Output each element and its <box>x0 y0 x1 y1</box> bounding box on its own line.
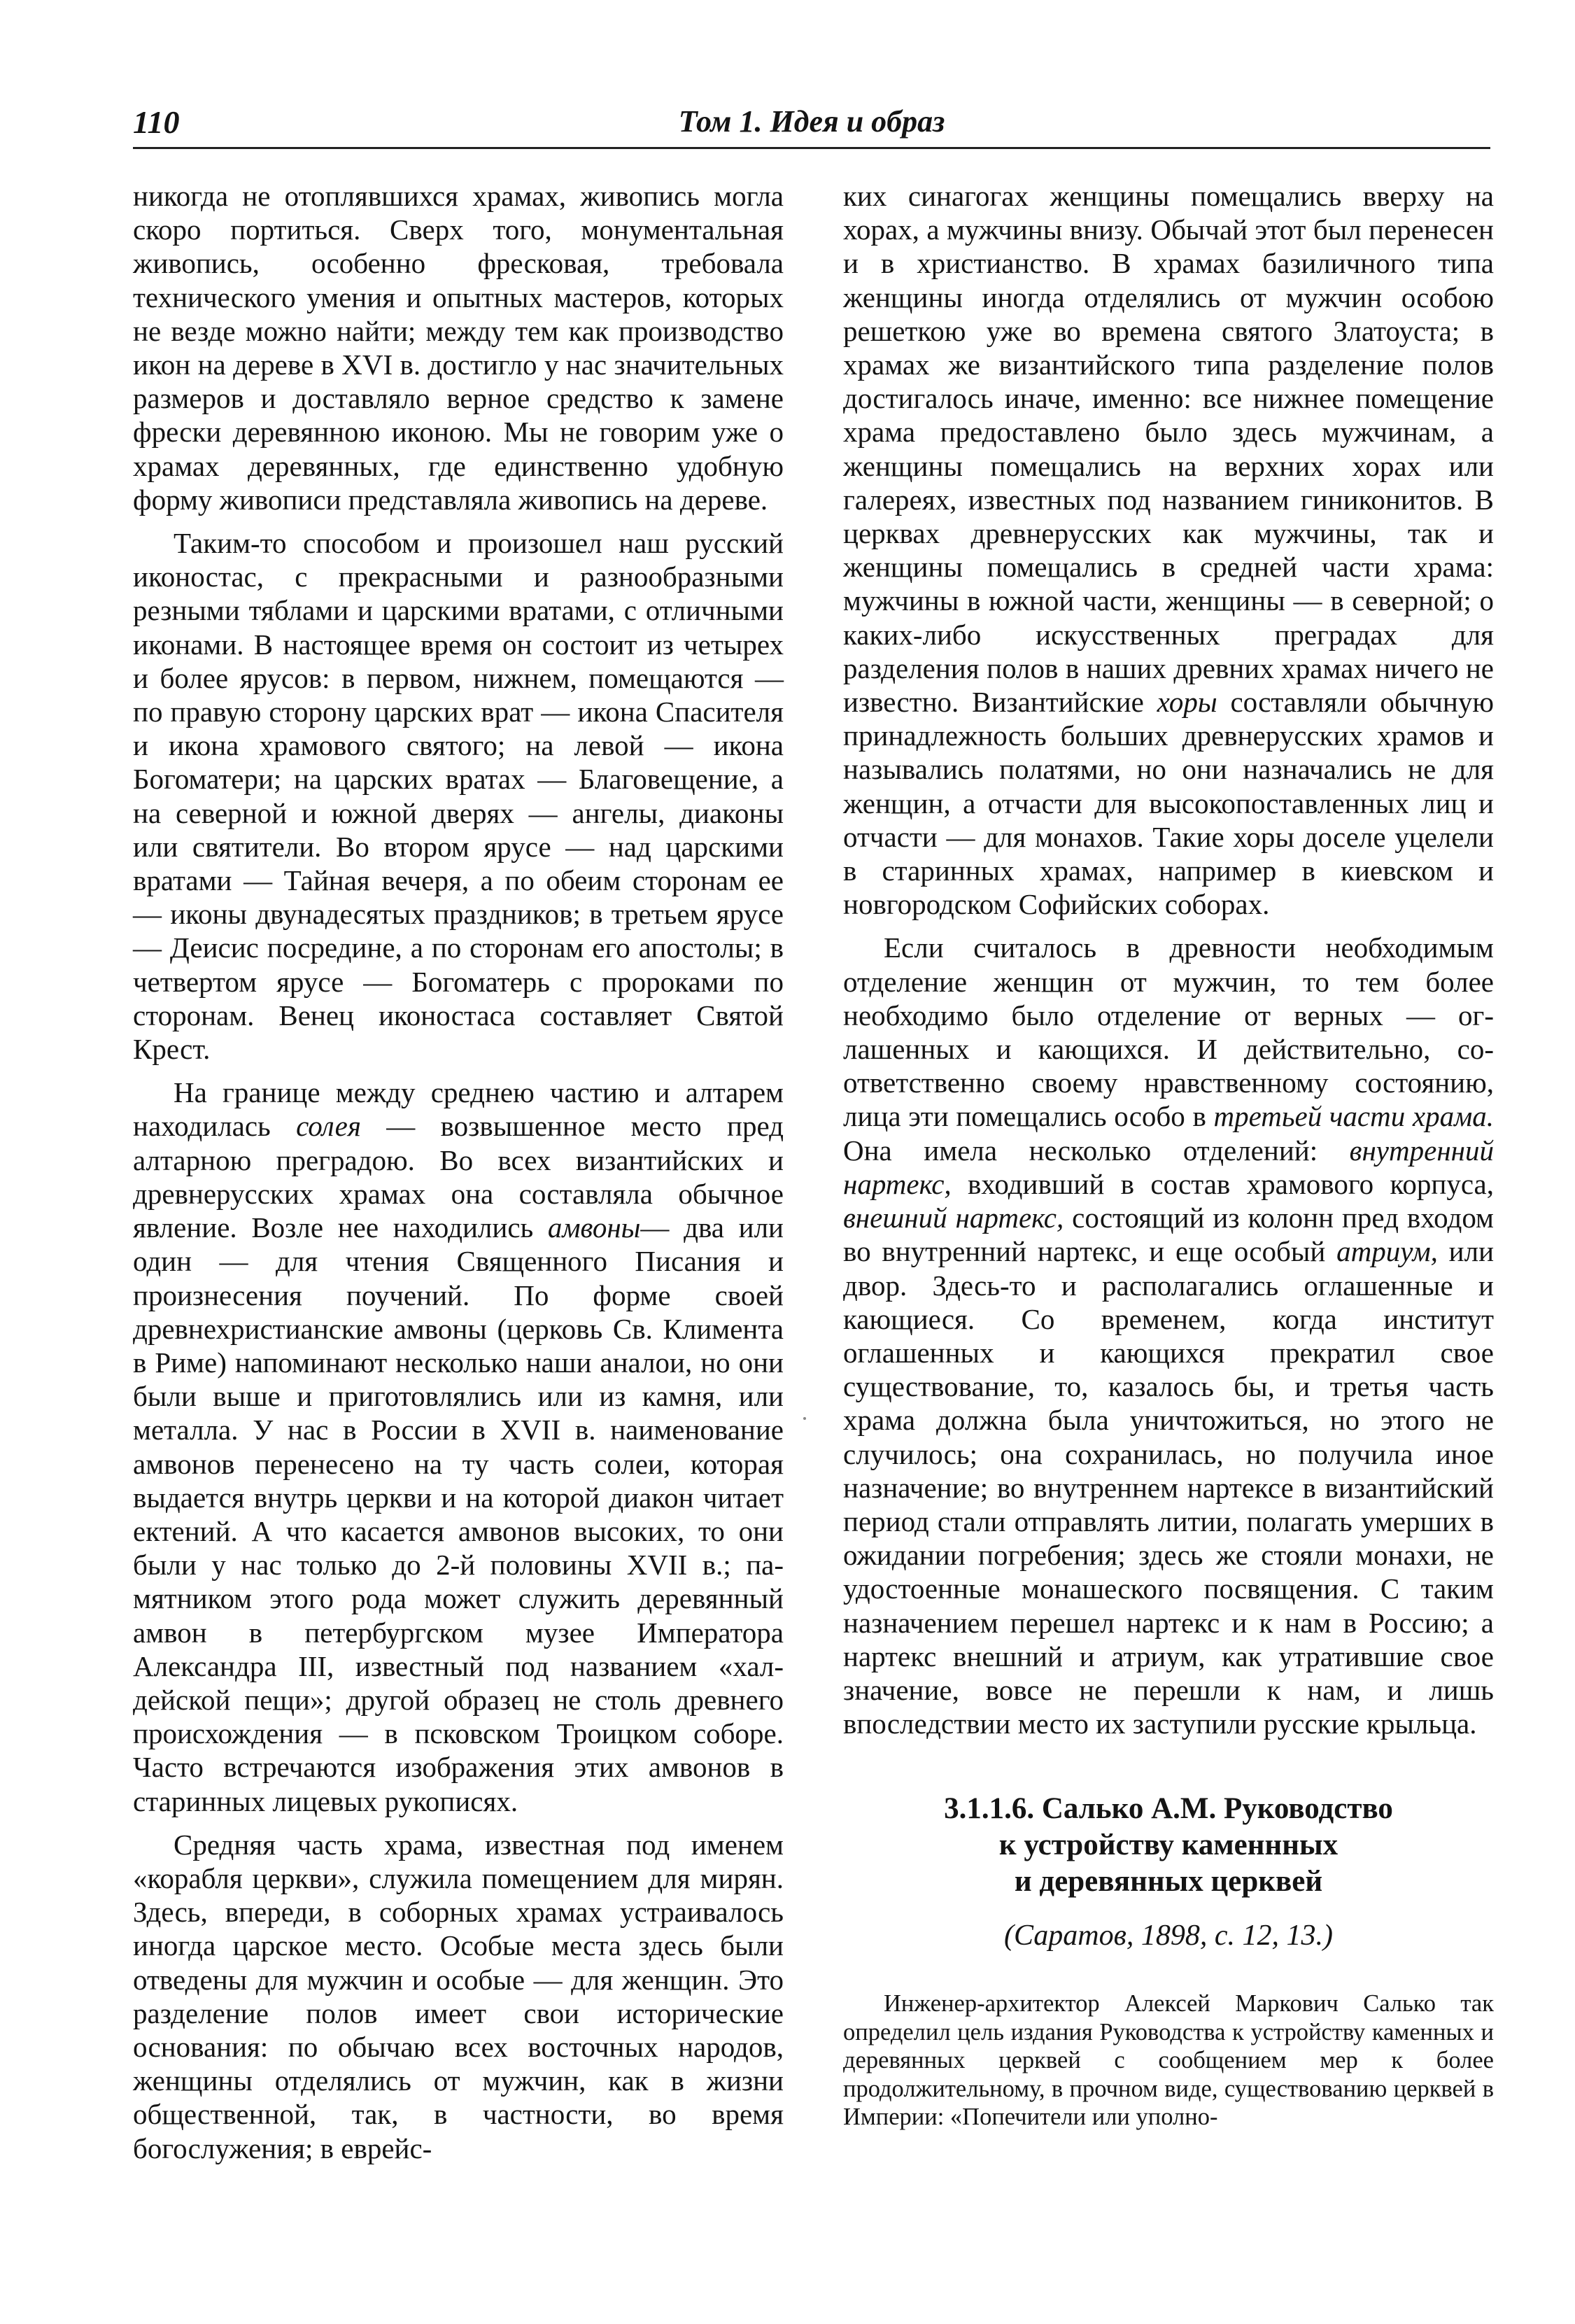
section-heading <box>843 1791 1494 1900</box>
paragraph: никогда не отоплявшихся храмах, живопись могла скоро портиться. Сверх того, монументальная живопись, особенно фресковая, требовала технического умения и опытных мастеров, которых не везде можно найти; между тем как производство икон на дереве в XVI в. достигло у нас значительных размеров и доставляло верное средство к замене фрески деревянною иконою. Мы не говорим уже о храмах деревянных, где единственно удобную форму живописи представляла живопись на дереве. <box>133 180 784 516</box>
intro-note: Инженер-архитектор Алексей Маркович Салько так определил цель издания Руководства к устройству каменных и деревянных церквей с сообщением мер к более продолжительному, в прочном виде, существованию церквей в Империи: «Попечители или уполно- <box>843 1990 1494 2131</box>
italic-term: солея <box>296 1110 361 1143</box>
text-run: входивший в состав храмового корпуса, <box>951 1167 1494 1200</box>
text-run: На границе между среднею частию и алтарем находилась <box>133 1076 784 1143</box>
italic-term: внутренний нартекс, <box>843 1134 1494 1200</box>
section-heading-line: 3.1.1.6. Салько А.М. Руководство <box>944 1792 1393 1826</box>
paragraph <box>843 931 1494 1740</box>
text-run: Она имела несколько отделений: <box>843 1134 1350 1167</box>
text-run: Если считалось в древности необходимым отделение женщин от мужчин, то тем более необходимо было отделение от верных — оглашенных и кающихся. И действительно, соответственно своему нравственному состоянию, лица эти помещались особо в <box>843 931 1494 1133</box>
scan-speck <box>803 1417 806 1420</box>
paragraph: Средняя часть храма, известная под именем «корабля церкви», служила помещением для мирян. Здесь, впереди, в соборных храмах устраивалось иногда царское место. Особые места здесь были отведены для мужчин и особые — для женщин. Это разделение полов имеет свои исторические основания: по обычаю всех восточных народов, женщины отделялись от мужчин, как в жизни общественной, так, в частности, во время богослужения; в еврейс- <box>133 1828 784 2164</box>
paragraph: Таким-то способом и произошел наш русский иконостас, с прекрасными и разнообразными резными тяблами и царскими вратами, с отличными иконами. В настоящее время он состоит из четырех и более ярусов: в первом, нижнем, помещаются — по правую сторону царских врат — икона Спасителя и икона храмового святого; на левой — икона Богоматери; на царских вратах — Благовещение, а на северной и южной дверях — ангелы, диаконы или святители. Во втором ярусе — над царскими вратами — Тайная вечеря, а по обеим сторонам ее — иконы двунадесятых праздников; в третьем ярусе — Деисис посредине, а по сторонам его апостолы; в четвертом ярусе — Богоматерь с пророками по сторонам. Венец иконостаса составляет Святой Крест. <box>133 527 784 1066</box>
italic-term: амвоны <box>547 1211 641 1244</box>
left-column <box>133 179 784 2175</box>
italic-term: внешний нартекс, <box>843 1202 1064 1234</box>
right-column <box>843 179 1494 2132</box>
text-run: состоящий из колонн пред входом во внутренний нартекс, и еще особый <box>843 1202 1495 1268</box>
source-citation: (Саратов, 1898, с. 12, 13.) <box>1004 1920 1333 1952</box>
paragraph <box>843 179 1494 921</box>
text-run: — возвышенное место пред алтарною преградою. Во всех византийских и древнерусских храмах она составляла обычное явление. Возле нее находились <box>133 1110 784 1244</box>
running-title: Том 1. Идея и образ <box>678 104 945 139</box>
page-header <box>133 98 1490 149</box>
italic-term: атриум, <box>1336 1235 1438 1268</box>
section-heading-line: и деревянных церквей <box>1014 1865 1323 1899</box>
text-run: составляли обычную принадлежность больших древнерусских храмов и назывались полатями, но они назначались не для женщин, а отчасти для высокопоставленных лиц и отчасти — для монахов. Такие хоры доселе уцелели в старинных храмах, например в киевском и новгородском Софийских соборах. <box>843 686 1494 921</box>
page-number: 110 <box>133 104 180 140</box>
text-run: — два или один — для чтения Священного Писания и произнесения поучений. По форме своей древнехристианские амвоны (церковь Св. Климента в Риме) напоминают несколько наши аналои, но они были выше и приготовлялись или из камня, или металла. У нас в России в XVII в. наименование амвонов перенесено на ту часть солеи, которая выдается внутрь церкви и на которой диакон читает ектений. А что касается амвонов высоких, то они были у нас только до 2-й половины XVII в.; памятником этого рода может служить деревянный амвон в петербургском музее Императора Александра III, известный под названием «халдейской пещи»; другой образец не столь древнего происхождения — в псковском Троицком соборе. Часто встречаются изображения этих амвонов в старинных лицевых рукописях. <box>133 1211 784 1817</box>
text-run: или двор. Здесь-то и располагались оглашенные и кающиеся. Со временем, когда институт оглашенных и кающихся прекратил свое существование, то, казалось бы, и третья часть храма должна была уничтожиться, но этого не случилось; она сохранилась, но получила иное назначение; во внутреннем нартексе в византийский период стали отправлять литии, полагать умерших в ожидании погребения; здесь же стояли монахи, не удостоенные монашеского посвящения. С таким назначением перешел нартекс и к нам в Россию; а нартекс внешний и атриум, как утратившие свое значение, вовсе не перешли к нам, и лишь впоследствии место их заступили русские крыльца. <box>843 1235 1495 1740</box>
text-run: ких синагогах женщины помещались вверху на хорах, а мужчины внизу. Обычай этот был перенесен и в христианство. В храмах базиличного типа женщины иногда отделялись от мужчин особою решеткою уже во времена святого Златоуста; в храмах же византийского типа разделение полов достигалось иначе, именно: все нижнее помещение храма предоставлено было здесь мужчинам, а женщины помещались на верхних хорах или галереях, известных под названием гиниконитов. В церквах древнерусских как мужчины, так и женщины помещались в средней части храма: мужчины в южной части, женщины — в северной; о каких-либо искусственных преградах для разделения полов в наших древних храмах ничего не известно. Византийские <box>843 180 1494 719</box>
paragraph <box>133 1076 784 1817</box>
italic-term: третьей части храма. <box>1213 1100 1494 1133</box>
section-heading-line: к устройству каменнных <box>998 1829 1339 1862</box>
italic-term: хоры <box>1157 686 1217 719</box>
